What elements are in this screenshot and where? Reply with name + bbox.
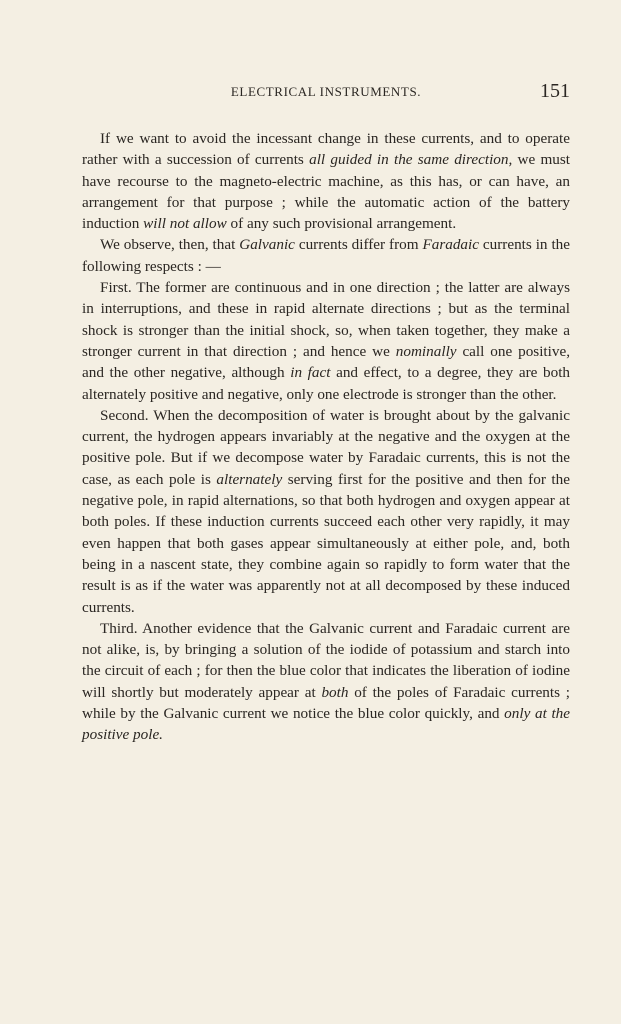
page-header: [82, 80, 570, 106]
paragraph: Third. Another evidence that the Galvanic current and Faradaic current are not alike, is, by bringing a solution of the iodide of potassium and starch into the circuit of each ; for then the blue color that indicates the liberation of iodine will shortly but moderately appear at both of the poles of Faradaic currents ; while by the Galvanic current we notice the blue color quickly, and only at the positive pole.: [82, 619, 570, 744]
paragraph: If we want to avoid the incessant change in these currents, and to operate rather with a succession of currents all guided in the same direction, we must have recourse to the magneto-electric machine, as this has, or can have, an arrangement for that purpose ; while the automatic action of the battery induction will not allow of any such provisional arrangement.: [82, 130, 570, 233]
running-title: ELECTRICAL INSTRUMENTS.: [230, 84, 422, 99]
paragraph: We observe, then, that Galvanic currents differ from Faradaic currents in the following respects : —: [82, 236, 570, 275]
page-number: 151: [540, 80, 570, 102]
paragraph: First. The former are continuous and in one direction ; the latter are always in interruptions, and these in rapid alternate directions ; but as the terminal shock is stronger than the initial shock, so, when taken together, they make a stronger current in that direction ; and hence we nominally call one positive, and the other negative, although in fact and effect, to a degree, they are both alternately positive and negative, only one electrode is stronger than the other.: [82, 279, 571, 403]
paragraph: Second. When the decomposition of water is brought about by the galvanic current, the hydrogen appears invariably at the negative and the oxygen at the positive pole. But if we decompose water by Faradaic currents, this is not the case, as each pole is alternately serving first for the positive and then for the negative pole, in rapid alternations, so that both hydrogen and oxygen appear at both poles. If these induction currents succeed each other very rapidly, it may even happen that both gases appear simultaneously at either pole, and, both being in a nascent state, they combine again so rapidly to form water that the result is as if the water was apparently not at all decomposed by these induced currents.: [82, 406, 570, 616]
body-text: [82, 128, 570, 746]
